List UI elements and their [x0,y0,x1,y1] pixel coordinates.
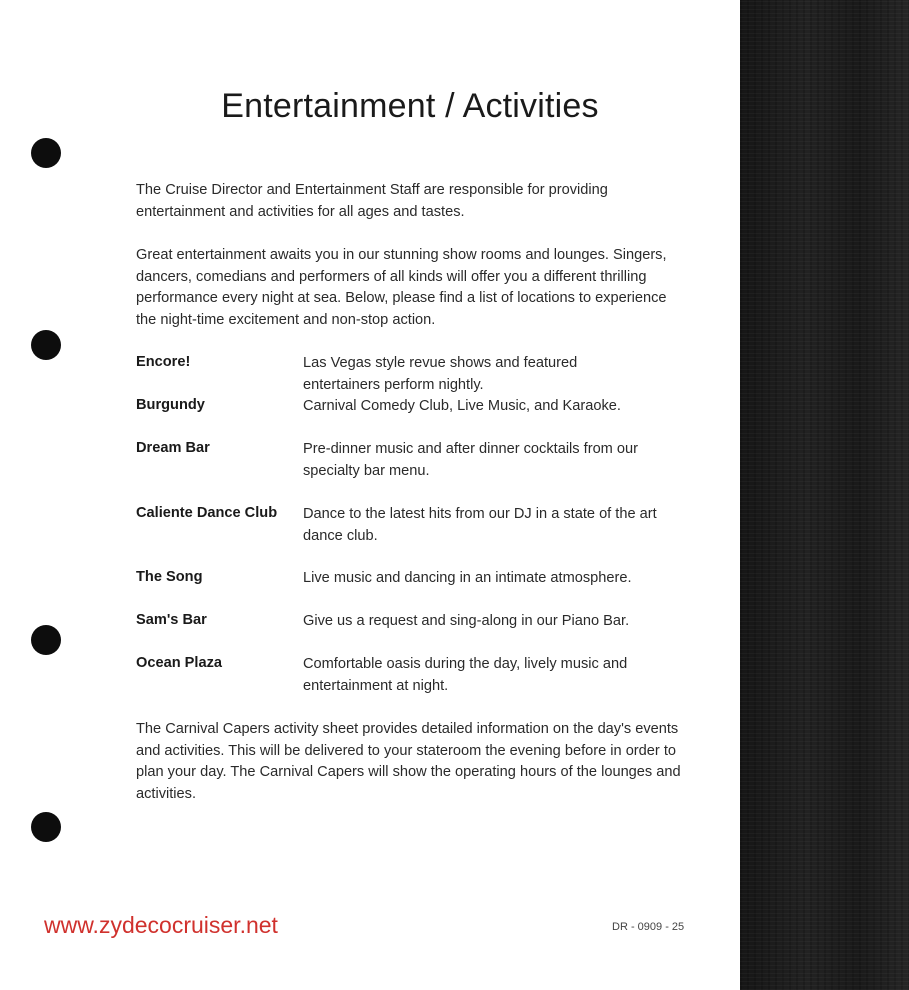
venue-description-encore: Las Vegas style revue shows and featured entertainers perform nightly. [303,355,578,393]
binder-hole [31,138,61,168]
venue-description-ocean-plaza: Comfortable oasis during the day, lively music and entertainment at night. [303,656,628,694]
closing-paragraph: The Carnival Capers activity sheet provides detailed information on the day's events and activities. This will be delivered to your stateroom the evening before in order to plan your day. The Carnival Capers will show the operating hours of the lounges and activities. [136,721,681,802]
dark-background-strip [740,0,909,990]
venue-name-the-song: The Song [136,569,203,585]
binder-hole [31,625,61,655]
venue-name-burgundy: Burgundy [136,397,205,413]
venue-description-the-song: Live music and dancing in an intimate atmosphere. [303,570,632,586]
intro-paragraph-2: Great entertainment awaits you in our stunning show rooms and lounges. Singers, dancers, comedians and performers of all kinds will offer you a different thrilling performance every night at sea. Below, please find a list of locations to experience the night-time excitement and non-stop action. [136,247,667,328]
venue-description-caliente-dance-club: Dance to the latest hits from our DJ in a state of the art dance club. [303,506,657,544]
binder-hole [31,812,61,842]
venue-description-sams-bar: Give us a request and sing-along in our Piano Bar. [303,613,630,629]
venue-name-encore: Encore! [136,354,191,370]
binder-hole [31,330,61,360]
venue-name-sams-bar: Sam's Bar [136,612,207,628]
watermark-url: www.zydecocruiser.net [44,912,278,938]
venue-description-dream-bar: Pre-dinner music and after dinner cocktails from our specialty bar menu. [303,441,638,479]
page-title: Entertainment / Activities [221,86,599,125]
page-code: DR - 0909 - 25 [612,921,685,933]
venue-name-dream-bar: Dream Bar [136,440,210,456]
venue-name-caliente-dance-club: Caliente Dance Club [136,505,278,521]
venue-name-ocean-plaza: Ocean Plaza [136,655,222,671]
intro-paragraph-1: The Cruise Director and Entertainment Staff are responsible for providing entertainment and activities for all ages and tastes. [136,182,608,220]
venue-description-burgundy: Carnival Comedy Club, Live Music, and Karaoke. [303,398,621,414]
